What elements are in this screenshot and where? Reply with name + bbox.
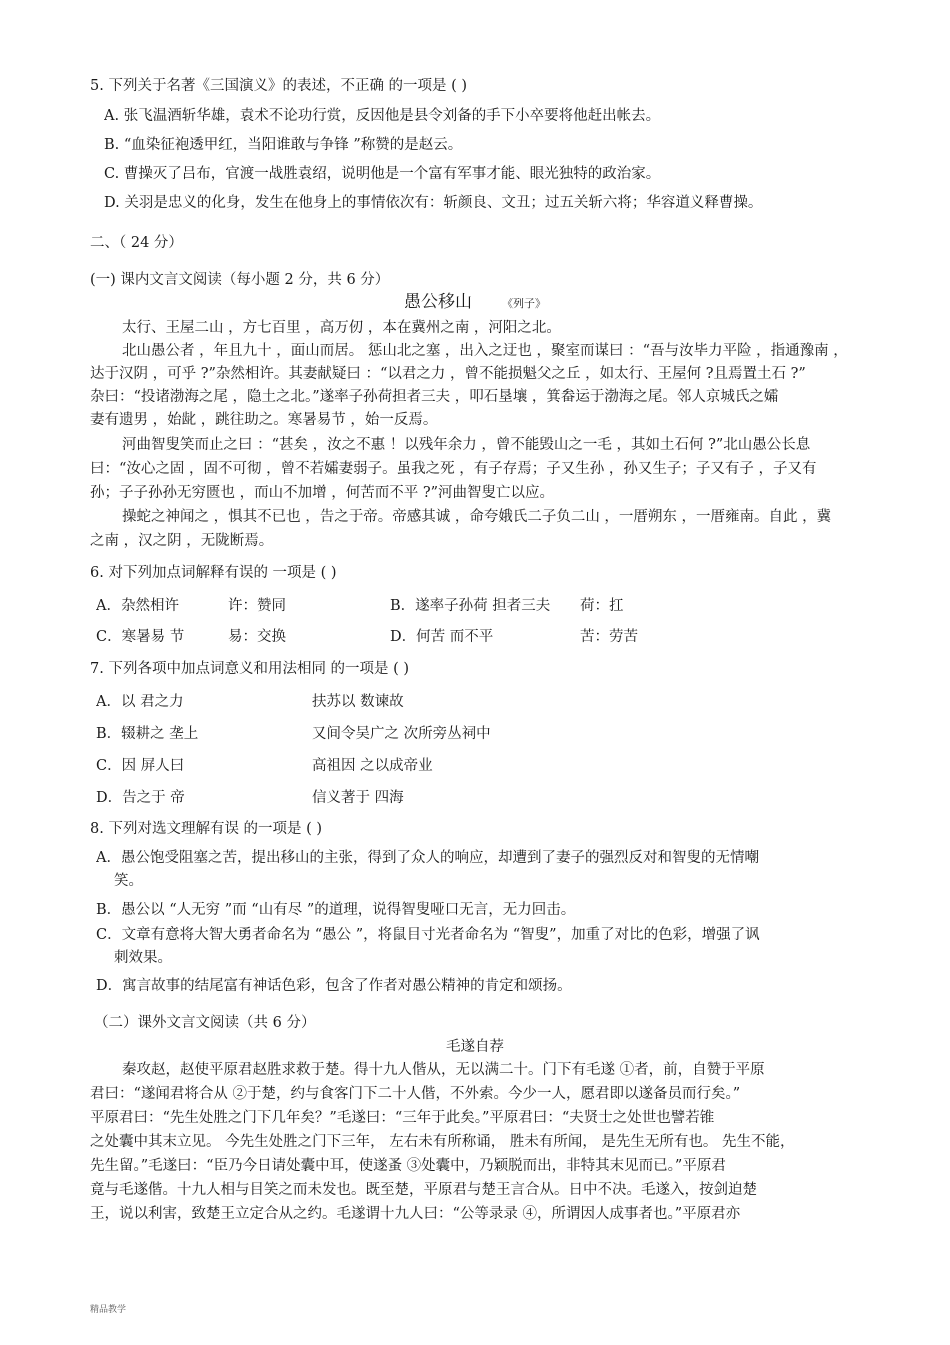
q6-option-a-gloss: 许：赞同 xyxy=(228,598,286,614)
q8-line: D．寓言故事的结尾富有神话色彩，包含了作者对愚公精神的肯定和颂扬。 xyxy=(96,978,572,994)
q6-option-b-gloss: 荷：扛 xyxy=(580,598,624,614)
q7-option-b: B．辍耕之 垄上 xyxy=(96,726,199,742)
passage-line: 操蛇之神闻之 ，惧其不已也 ，告之于帝。帝感其诚 ，命夸娥氏二子负二山 ，一厝朔东 ，一厝雍南。自此 ，冀 xyxy=(122,509,832,525)
q7-row-c xyxy=(96,756,860,776)
q7-row-b xyxy=(96,724,860,744)
part2-line: 平原君曰：“先生处胜之门下几年矣？”毛遂曰：“三年于此矣。”平原君曰：“夫贤士之处世也譬若锥 xyxy=(90,1110,715,1126)
part2-line: 秦攻赵，赵使平原君赵胜求救于楚。得十九人偕从，无以满二十。门下有毛遂 ①者，前，自赞于平原 xyxy=(122,1062,765,1078)
passage-source: 《列子》 xyxy=(502,297,546,310)
q7-option-d: D．告之于 帝 xyxy=(96,790,185,806)
q7-option-d-compare: 信义著于 四海 xyxy=(312,790,404,806)
page-footer: 精品教学 xyxy=(90,1305,127,1315)
q6-option-b: B．遂率子孙荷 担者三夫 xyxy=(390,598,551,614)
q8-line: B．愚公以 “人无穷 ”而 “山有尽 ”的道理，说得智叟哑口无言，无力回击。 xyxy=(96,902,576,918)
passage-line: 妻有遗男 ，始龀 ，跳往助之。寒暑易节 ，始一反焉。 xyxy=(90,412,438,428)
q7-option-a: A．以 君之力 xyxy=(96,694,184,710)
q7-option-c: C．因 屏人曰 xyxy=(96,758,185,774)
q5-stem: 5. 下列关于名著《三国演义》的表述，不正确 的一项是 ( ) xyxy=(90,78,468,94)
passage-line: 河曲智叟笑而止之曰 ：“甚矣 ，汝之不惠 ！以残年余力 ，曾不能毁山之一毛 ，其如土石何 ?”北山愚公长息 xyxy=(122,437,811,453)
q7-stem: 7. 下列各项中加点词意义和用法相同 的一项是 ( ) xyxy=(90,661,410,677)
q8-line: C．文章有意将大智大勇者命名为 “愚公 ”，将鼠目寸光者命名为 “智叟”，加重了对比的色彩，增强了讽 xyxy=(96,927,760,943)
q8-line: 笑。 xyxy=(114,873,143,889)
q6-option-c: C．寒暑易 节 xyxy=(96,629,185,645)
q8-line: A．愚公饱受阻塞之苦，提出移山的主张，得到了众人的响应，却遭到了妻子的强烈反对和智叟的无情嘲 xyxy=(96,850,759,866)
part2-title: 毛遂自荐 xyxy=(446,1039,504,1055)
part2-heading: （二）课外文言文阅读（共 6 分） xyxy=(94,1015,316,1031)
passage-line: 杂曰：“投诸渤海之尾 ，隐土之北。”遂率子孙荷担者三夫 ，叩石垦壤 ，箕畚运于渤海之尾。邻人京城氏之孀 xyxy=(90,389,779,405)
section2-heading: 二、（ 24 分） xyxy=(90,235,183,251)
passage-title xyxy=(0,292,950,314)
q7-option-b-compare: 又间令吴广之 次所旁丛祠中 xyxy=(312,726,491,742)
q6-option-d-gloss: 苦：劳苦 xyxy=(580,629,638,645)
q7-row-d xyxy=(96,788,860,808)
passage-line: 达于汉阴 ，可乎 ?”杂然相许。其妻献疑曰 ：“以君之力 ，曾不能损魁父之丘 ，如太行、王屋何 ?且焉置土石 ?” xyxy=(90,366,806,382)
q5-option-b: B. “血染征袍透甲红，当阳谁敢与争锋 ”称赞的是赵云。 xyxy=(104,137,463,153)
passage-line: 太行、王屋二山 ，方七百里 ，高万仞 ，本在冀州之南 ，河阳之北。 xyxy=(122,320,561,336)
q7-option-c-compare: 高祖因 之以成帝业 xyxy=(312,758,433,774)
q5-option-a: A. 张飞温酒斩华雄，袁术不论功行赏，反因他是县令刘备的手下小卒要将他赶出帐去。 xyxy=(104,108,661,124)
part2-line: 君曰：“遂闻君将合从 ②于楚，约与食客门下二十人偕，不外索。今少一人，愿君即以遂备员而行矣。” xyxy=(90,1086,741,1102)
q6-row-cd xyxy=(96,627,860,647)
passage-title-text: 愚公移山 xyxy=(404,292,472,312)
q7-row-a xyxy=(96,692,860,712)
q5-option-d: D. 关羽是忠义的化身，发生在他身上的事情依次有：斩颜良、文丑；过五关斩六将；华容道义释曹操。 xyxy=(104,195,763,211)
part1-heading: (一) 课内文言文阅读（每小题 2 分，共 6 分） xyxy=(90,272,390,288)
q6-option-d: D．何苦 而不平 xyxy=(390,629,494,645)
q8-line: 刺效果。 xyxy=(114,950,172,966)
q7-option-a-compare: 扶苏以 数谏故 xyxy=(312,694,404,710)
q6-row-ab xyxy=(96,596,860,616)
part2-line: 之处囊中其末立见。 今先生处胜之门下三年， 左右未有所称诵， 胜未有所闻， 是先生无所有也。 先生不能， xyxy=(90,1134,795,1150)
q6-option-c-gloss: 易：交换 xyxy=(228,629,286,645)
passage-line: 孙；子子孙孙无穷匮也 ，而山不加增 ，何苦而不平 ?”河曲智叟亡以应。 xyxy=(90,485,555,501)
passage-line: 北山愚公者 ，年且九十 ，面山而居。 惩山北之塞 ，出入之迂也 ，聚室而谋曰 ：“吾与汝毕力平险 ，指通豫南 ， xyxy=(122,343,848,359)
part2-line: 先生留。”毛遂曰：“臣乃今日请处囊中耳，使遂蚤 ③处囊中，乃颖脱而出，非特其末见而已。”平原君 xyxy=(90,1158,726,1174)
q5-option-c: C. 曹操灭了吕布，官渡一战胜袁绍，说明他是一个富有军事才能、眼光独特的政治家。 xyxy=(104,166,661,182)
passage-line: 曰：“汝心之固 ，固不可彻 ，曾不若孀妻弱子。虽我之死 ，有子存焉；子又生孙 ，孙又生子；子又有子 ，子又有 xyxy=(90,461,817,477)
part2-line: 王，说以利害，致楚王立定合从之约。毛遂谓十九人曰：“公等录录 ④，所谓因人成事者也。”平原君亦 xyxy=(90,1206,741,1222)
q6-option-a: A．杂然相许 xyxy=(96,598,179,614)
q6-stem: 6. 对下列加点词解释有误的 一项是 ( ) xyxy=(90,565,337,581)
passage-line: 之南 ，汉之阴 ，无陇断焉。 xyxy=(90,533,274,549)
part2-line: 竟与毛遂偕。十九人相与目笑之而未发也。既至楚，平原君与楚王言合从。日中不决。毛遂入，按剑迫楚 xyxy=(90,1182,757,1198)
q8-stem: 8. 下列对选文理解有误 的一项是 ( ) xyxy=(90,821,323,837)
